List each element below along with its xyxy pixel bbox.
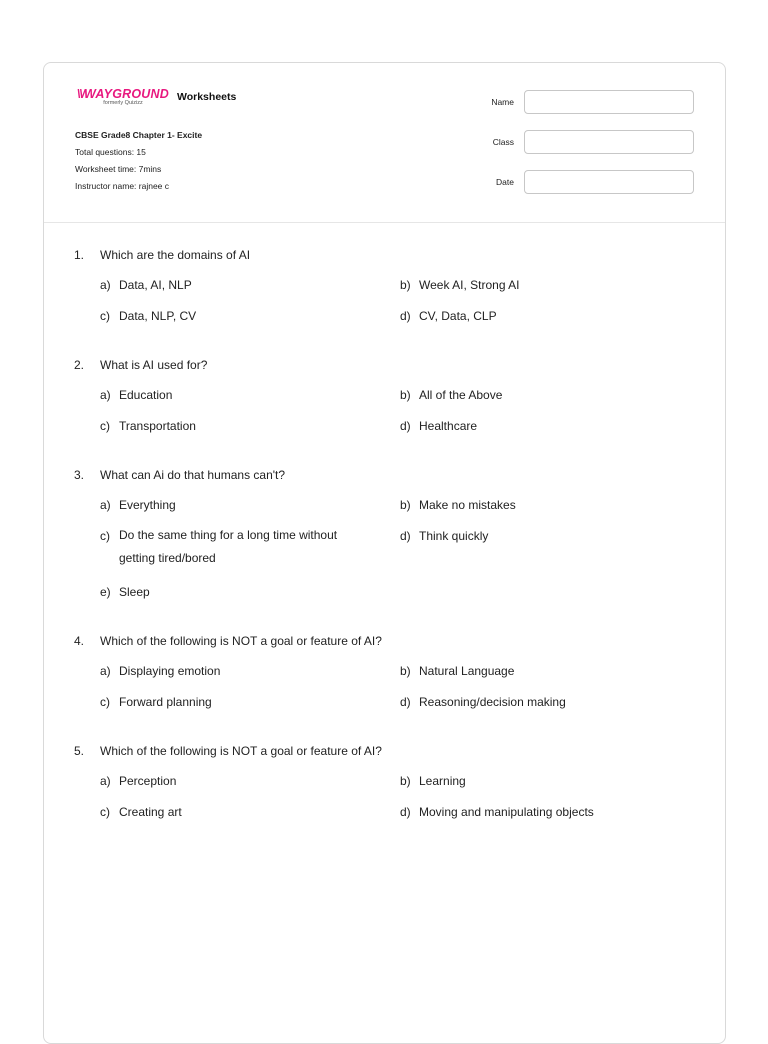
option-text: Natural Language — [419, 664, 515, 678]
option-text: Everything — [119, 498, 176, 512]
option-letter: d) — [400, 529, 411, 543]
option-letter: a) — [100, 388, 111, 402]
option-text: All of the Above — [419, 388, 503, 402]
option-letter: c) — [100, 309, 110, 323]
question-text: Which of the following is NOT a goal or feature of AI? — [100, 634, 382, 648]
answer-option[interactable] — [100, 693, 400, 711]
answer-option[interactable] — [100, 417, 400, 435]
option-text: Transportation — [119, 419, 196, 433]
option-text: Displaying emotion — [119, 664, 221, 678]
answer-option[interactable] — [400, 276, 700, 294]
option-letter: d) — [400, 805, 411, 819]
answer-option[interactable] — [100, 583, 400, 601]
worksheet-meta — [75, 127, 202, 195]
answer-option[interactable] — [100, 386, 400, 404]
answer-option[interactable] — [400, 307, 700, 325]
option-letter: d) — [400, 419, 411, 433]
question — [44, 466, 725, 601]
total-questions: Total questions: 15 — [75, 147, 146, 157]
class-field-row — [491, 130, 694, 154]
question-text: Which of the following is NOT a goal or feature of AI? — [100, 744, 382, 758]
answer-option[interactable] — [100, 772, 400, 790]
question — [44, 246, 725, 325]
option-text: Forward planning — [119, 695, 212, 709]
option-text: Data, AI, NLP — [119, 278, 192, 292]
question-text: What can Ai do that humans can't? — [100, 468, 286, 482]
option-letter: b) — [400, 278, 411, 292]
option-text: Week AI, Strong AI — [419, 278, 520, 292]
student-fields — [491, 90, 694, 210]
option-letter: b) — [400, 388, 411, 402]
answer-option[interactable] — [400, 386, 700, 404]
question — [44, 632, 725, 711]
option-text: Sleep — [119, 585, 150, 599]
answer-option[interactable] — [400, 693, 700, 711]
brand — [75, 87, 236, 106]
option-letter: a) — [100, 774, 111, 788]
brand-title: Worksheets — [177, 91, 237, 103]
option-text: Data, NLP, CV — [119, 309, 197, 323]
worksheet-header — [44, 63, 725, 223]
date-field-row — [491, 170, 694, 194]
instructor-name: Instructor name: rajnee c — [75, 181, 170, 191]
option-text: Moving and manipulating objects — [419, 805, 594, 819]
question — [44, 356, 725, 435]
option-letter: e) — [100, 585, 111, 599]
option-text: Make no mistakes — [419, 498, 516, 512]
option-letter: b) — [400, 664, 411, 678]
answer-option[interactable] — [100, 307, 400, 325]
answer-option[interactable] — [400, 417, 700, 435]
answer-option[interactable] — [400, 527, 700, 570]
question-number: 2. — [74, 358, 85, 372]
date-input[interactable] — [524, 170, 694, 194]
question-list — [44, 246, 725, 835]
class-input[interactable] — [524, 130, 694, 154]
option-text: Education — [119, 388, 173, 402]
question-text: Which are the domains of AI — [100, 248, 251, 262]
option-letter: c) — [100, 419, 110, 433]
question — [44, 742, 725, 821]
answer-option[interactable] — [400, 662, 700, 680]
answer-option[interactable] — [100, 527, 400, 570]
answer-option[interactable] — [100, 662, 400, 680]
option-letter: c) — [100, 805, 110, 819]
option-text: Learning — [419, 774, 466, 788]
option-letter: a) — [100, 664, 111, 678]
wayground-logo — [75, 87, 171, 106]
worksheet-page — [43, 62, 726, 1044]
answer-option[interactable] — [100, 276, 400, 294]
question-number: 3. — [74, 468, 85, 482]
option-letter: a) — [100, 498, 111, 512]
option-text: Perception — [119, 774, 177, 788]
option-letter: c) — [100, 529, 110, 543]
answer-option[interactable] — [100, 496, 400, 514]
option-letter: a) — [100, 278, 111, 292]
answer-option[interactable] — [400, 496, 700, 514]
answer-option[interactable] — [400, 772, 700, 790]
option-text: Healthcare — [419, 419, 478, 433]
logo-wordmark: WAYGROUND — [84, 87, 169, 101]
question-text: What is AI used for? — [100, 358, 208, 372]
logo-mark-icon: \\/ — [77, 87, 85, 101]
question-number: 5. — [74, 744, 85, 758]
question-number: 4. — [74, 634, 85, 648]
option-text: CV, Data, CLP — [419, 309, 497, 323]
worksheet-title: CBSE Grade8 Chapter 1- Excite — [75, 130, 203, 140]
class-label: Class — [492, 137, 514, 147]
question-number: 1. — [74, 248, 85, 262]
option-letter: d) — [400, 695, 411, 709]
worksheet-time: Worksheet time: 7mins — [75, 164, 162, 174]
name-label: Name — [491, 97, 514, 107]
option-text: Creating art — [119, 805, 182, 819]
name-field-row — [491, 90, 694, 114]
option-letter: b) — [400, 774, 411, 788]
date-label: Date — [496, 177, 514, 187]
option-text: Reasoning/decision making — [419, 695, 566, 709]
logo-subtitle: formerly Quizizz — [103, 100, 143, 106]
answer-option[interactable] — [100, 803, 400, 821]
option-text: Do the same thing for a long time without getting tired/bored — [119, 528, 338, 565]
name-input[interactable] — [524, 90, 694, 114]
option-text: Think quickly — [419, 529, 489, 543]
answer-option[interactable] — [400, 803, 700, 821]
option-letter: b) — [400, 498, 411, 512]
option-letter: c) — [100, 695, 110, 709]
option-letter: d) — [400, 309, 411, 323]
